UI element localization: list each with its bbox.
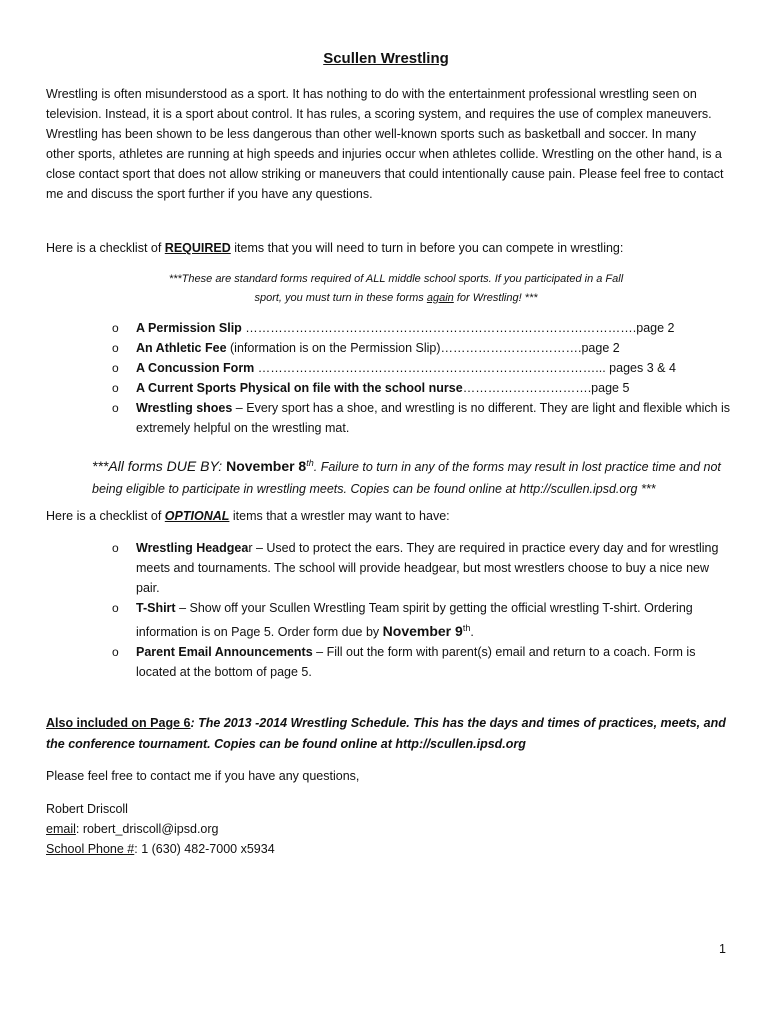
contact-line: Please feel free to contact me if you have any questions, <box>46 769 360 783</box>
intro-paragraph: Wrestling is often misunderstood as a sport. It has nothing to do with the entertainment professional wrestling seen on television. Instead, it is a sport about control. It has rules, a scoring system, and requires the use of complex maneuvers. Wrestling has been shown to be less dangerous than other well-known sports such as basketball and soccer. In many other sports, athletes are running at high speeds and injuries occur when athletes collide. Wrestling on the other hand, is a close contact sport that does not allow striking or maneuvers that could intentionally cause pain. Please feel free to contact me and discuss the sport further if you have any questions. <box>46 87 724 201</box>
list-item: o A Permission Slip ………………………………………………………………………………….page 2 <box>112 318 732 338</box>
optional-intro: Here is a checklist of OPTIONAL items that a wrestler may want to have: <box>46 509 450 523</box>
list-item: o A Current Sports Physical on file with the school nurse………………………….page 5 <box>112 378 732 398</box>
page-title: Scullen Wrestling <box>323 50 449 67</box>
list-item: o Parent Email Announcements – Fill out the form with parent(s) email and return to a coach. Form is located at the bottom of page 5. <box>112 642 732 682</box>
required-note: ***These are standard forms required of ALL middle school sports. If you participated in a Fall sport, you must turn in these forms again for Wrestling! *** <box>168 273 624 304</box>
note-again: again <box>426 292 454 304</box>
also-included-notice: Also included on Page 6: The 2013 -2014 Wrestling Schedule. This has the days and times of practices, meets, and the conference tournament. Copies can be found online at http://scullen.ipsd.org <box>46 716 726 751</box>
list-item: o Wrestling Headgear – Used to protect the ears. They are required in practice every day and for wrestling meets and tournaments. The school will provide headgear, but most wrestlers choose to buy a nice new pair. <box>112 538 732 598</box>
list-item: o T-Shirt – Show off your Scullen Wrestling Team spirit by getting the official wrestling T-shirt. Ordering information is on Page 5. Order form due by November 9th. <box>112 598 732 642</box>
due-date: November 8 <box>226 458 307 475</box>
list-item: o Wrestling shoes – Every sport has a shoe, and wrestling is no different. They are light and flexible which is extremely helpful on the wrestling mat. <box>112 398 732 438</box>
phone-number: : 1 (630) 482-7000 x5934 <box>134 842 275 856</box>
email-address: : robert_driscoll@ipsd.org <box>75 822 219 836</box>
author-name: Robert Driscoll <box>46 802 128 816</box>
required-intro: Here is a checklist of REQUIRED items that you will need to turn in before you can compete in wrestling: <box>46 241 624 255</box>
optional-list <box>112 538 732 682</box>
required-keyword: REQUIRED <box>164 241 231 255</box>
page-number: 1 <box>719 942 726 956</box>
list-item: o An Athletic Fee (information is on the Permission Slip)…………………………….page 2 <box>112 338 732 358</box>
optional-keyword: OPTIONAL <box>164 509 230 523</box>
due-date-notice: ***All forms DUE BY: November 8th. Failure to turn in any of the forms may result in lost practice time and not being eligible to participate in wrestling meets. Copies can be found online at http://scullen.ipsd.org *** <box>92 458 721 497</box>
required-list <box>112 318 732 438</box>
list-item: o A Concussion Form ………………………………………………………………………... pages 3 & 4 <box>112 358 732 378</box>
signature-block: Robert Driscoll email: robert_driscoll@ipsd.org School Phone #: 1 (630) 482-7000 x5934 <box>46 802 275 856</box>
